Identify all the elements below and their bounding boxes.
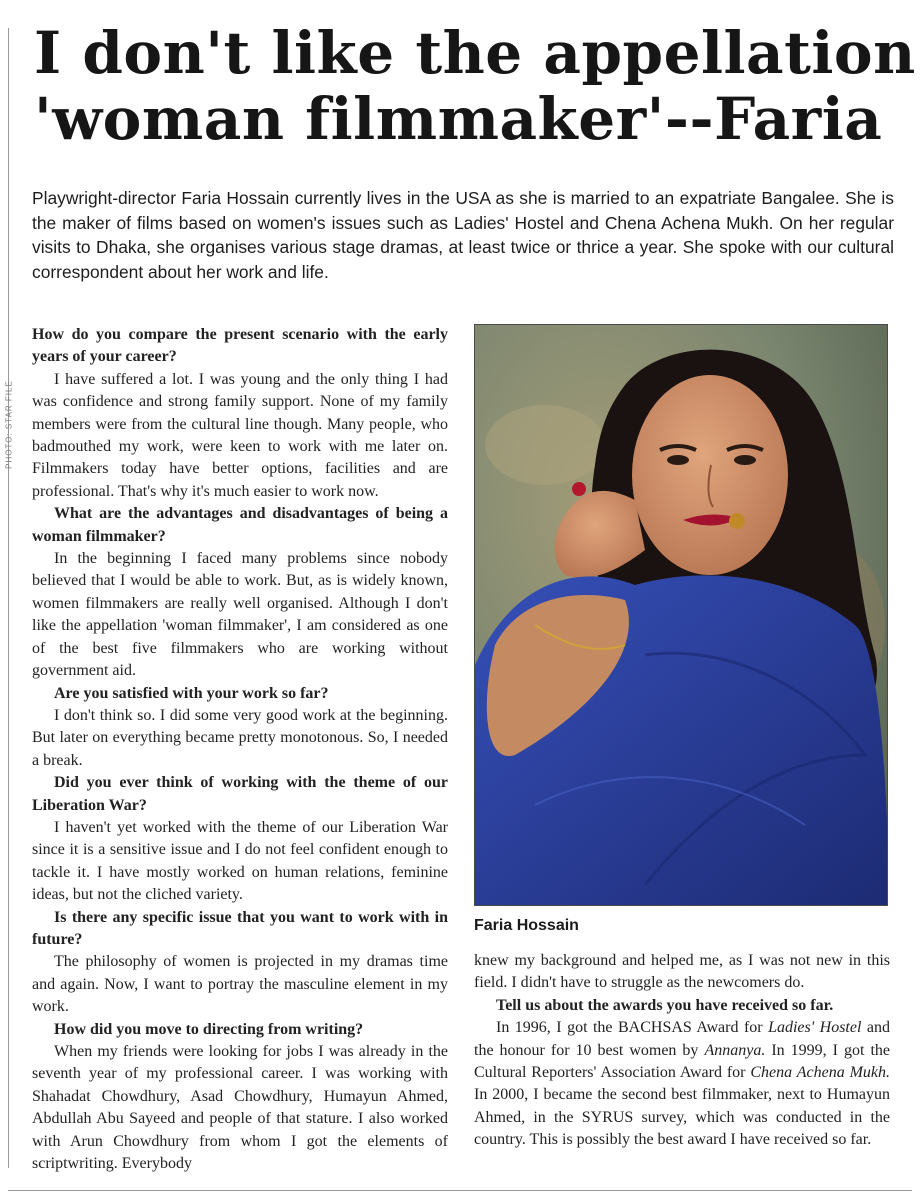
headline-line-2: 'woman filmmaker'--Faria	[34, 85, 883, 153]
answer-6-continued: knew my background and helped me, as I was not new in this field. I didn't have to struggle as the newcomers do.	[474, 952, 890, 992]
answer-7-text-3: In 1999, I got the Cultural Reporters' Association Award for	[474, 1041, 891, 1082]
left-column	[32, 324, 448, 1175]
film-title-ladies-hostel: Ladies' Hostel	[768, 1019, 862, 1037]
intro-paragraph: Playwright-director Faria Hossain currently lives in the USA as she is married to an expatriate Bangalee. She is the maker of films based on women's issues such as Ladies' Hostel and Chena Achena Mukh. On her regular visits to Dhaka, she organises various stage dramas, at least twice or thrice a year. She spoke with our cultural correspondent about her work and life.	[32, 188, 894, 282]
left-column-rule	[8, 28, 9, 1168]
answer-6: When my friends were looking for jobs I was already in the seventh year of my professional career. I was working with Shahadat Chowdhury, Asad Chowdhury, Humayun Ahmed, Abdullah Abu Sayeed and people of that stature. I also worked with Arun Chowdhury from whom I got the elements of scriptwriting. Everybody	[32, 1043, 448, 1173]
question-7: Tell us about the awards you have received so far.	[496, 996, 834, 1014]
answer-4: I haven't yet worked with the theme of our Liberation War since it is a sensitive issue and I do not feel confident enough to tackle it. I have mostly worked on human relations, feminine ideas, but not the cliched variety.	[32, 818, 448, 904]
answer-5: The philosophy of women is projected in my dramas time and again. Now, I want to portray the masculine element in my work.	[32, 953, 448, 1016]
headline-line-1: I don't like the appellation	[34, 19, 916, 87]
answer-1: I have suffered a lot. I was young and the only thing I had was confidence and strong family support. None of my family members were from the cultural line though. Many people, who badmouthed my work, were keen to work with me later on. Filmmakers today have better options, facilities and are professional. That's why it's much easier to work now.	[32, 370, 448, 500]
question-6: How did you move to directing from writing?	[54, 1020, 364, 1038]
question-2: What are the advantages and disadvantages of being a woman filmmaker?	[32, 505, 448, 545]
film-title-chena-achena-mukh: Chena Achena Mukh.	[750, 1064, 891, 1082]
answer-7-text-1: In 1996, I got the BACHSAS Award for	[496, 1019, 769, 1037]
answer-7-text-2: and the honour for 10 best women by	[474, 1019, 890, 1059]
question-3: Are you satisfied with your work so far?	[54, 684, 329, 702]
bottom-rule	[8, 1190, 912, 1191]
answer-3: I don't think so. I did some very good work at the beginning. But later on everything became pretty monotonous. So, I needed a break.	[32, 706, 448, 769]
photo-caption: Faria Hossain	[474, 917, 579, 934]
earring	[729, 513, 745, 529]
question-4: Did you ever think of working with the theme of our Liberation War?	[32, 774, 448, 814]
answer-2: In the beginning I faced many problems since nobody believed that I would be able to work. But, as is widely known, women filmmakers are really well organised. Although I don't like the appellation 'woman filmmaker', I am considered as one of the best five filmmakers who are working without government aid.	[32, 550, 448, 680]
headline	[34, 19, 916, 153]
question-1: How do you compare the present scenario with the early years of your career?	[32, 326, 448, 366]
question-5: Is there any specific issue that you want to work with in future?	[32, 908, 448, 948]
answer-7	[474, 1017, 890, 1151]
photo-credit: PHOTO: STAR FILE	[4, 380, 14, 469]
portrait-illustration	[475, 325, 888, 906]
award-org-annanya: Annanya.	[704, 1041, 766, 1059]
answer-7-text-4: In 2000, I became the second best filmmaker, next to Humayun Ahmed, in the SYRUS survey, which was conducted in the country. This is possibly the best award I have received so far.	[474, 1086, 890, 1149]
portrait-photo	[474, 324, 888, 906]
right-column	[474, 950, 890, 1152]
